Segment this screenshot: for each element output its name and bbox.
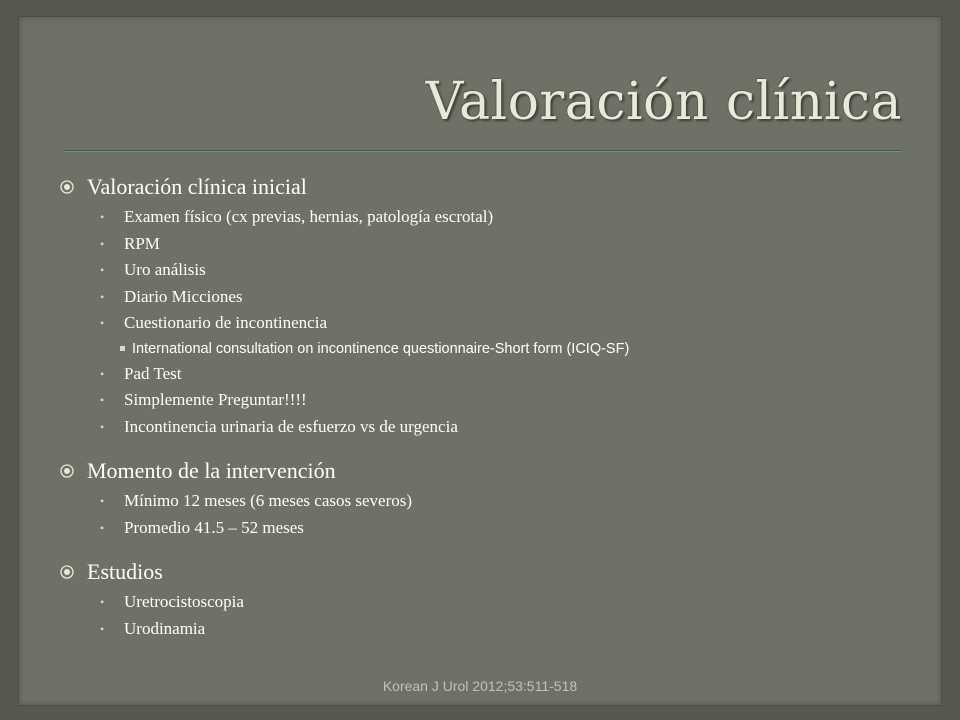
section-heading-row — [60, 454, 910, 488]
bullet-section — [60, 170, 910, 440]
bullet-item — [100, 488, 910, 515]
section-heading: Momento de la intervención — [87, 458, 336, 483]
bullet-section — [60, 555, 910, 642]
bullet-item — [100, 231, 910, 258]
section-heading-row — [60, 555, 910, 589]
bullet-dot-icon: • — [100, 263, 105, 277]
sub-bullet-list — [100, 337, 910, 361]
bullet-item — [100, 257, 910, 284]
bullet-item — [100, 589, 910, 616]
circle-target-icon — [60, 180, 74, 194]
bullet-text: Examen físico (cx previas, hernias, patología escrotal) — [124, 207, 494, 226]
bullet-text: Simplemente Preguntar!!!! — [124, 390, 307, 409]
bullet-dot-icon: • — [100, 494, 105, 508]
bullet-text: Incontinencia urinaria de esfuerzo vs de urgencia — [124, 416, 458, 436]
slide-title: Valoración clínica — [425, 72, 902, 132]
circle-target-icon — [60, 464, 74, 478]
square-bullet-icon — [120, 346, 125, 351]
bullet-text: Diario Micciones — [124, 286, 243, 306]
bullet-text: Uretrocistoscopia — [124, 592, 244, 611]
bullet-item — [100, 284, 910, 311]
bullet-dot-icon: • — [100, 210, 105, 224]
bullet-dot-icon: • — [100, 289, 105, 304]
bullet-dot-icon: • — [100, 595, 105, 609]
slide-content — [60, 170, 910, 656]
sub-bullet-text: International consultation on incontinence questionnaire-Short form (ICIQ-SF) — [132, 340, 630, 357]
bullet-text: Urodinamia — [124, 618, 206, 638]
bullet-dot-icon: • — [100, 621, 105, 636]
bullet-text: Uro análisis — [124, 260, 206, 279]
bullet-item — [100, 616, 910, 643]
bullet-dot-icon: • — [100, 366, 105, 381]
bullet-dot-icon: • — [100, 393, 105, 407]
bullet-dot-icon: • — [100, 520, 105, 535]
title-divider — [64, 150, 902, 151]
bullet-item — [100, 515, 910, 542]
bullet-text: Promedio 41.5 – 52 meses — [124, 517, 304, 537]
bullet-list — [60, 589, 910, 642]
bullet-item — [100, 204, 910, 231]
section-heading-row — [60, 170, 910, 204]
bullet-dot-icon: • — [100, 236, 105, 251]
section-heading: Valoración clínica inicial — [87, 174, 307, 199]
bullet-text: Pad Test — [124, 363, 182, 383]
bullet-item — [100, 361, 910, 388]
bullet-text: Mínimo 12 meses (6 meses casos severos) — [124, 491, 413, 510]
bullet-list — [60, 204, 910, 440]
circle-target-icon — [60, 565, 74, 579]
bullet-section — [60, 454, 910, 541]
section-heading: Estudios — [87, 559, 163, 584]
bullet-item — [100, 387, 910, 414]
bullet-dot-icon: • — [100, 419, 105, 434]
sub-bullet-item — [120, 337, 910, 361]
bullet-list — [60, 488, 910, 541]
bullet-item — [100, 310, 910, 337]
citation-footer: Korean J Urol 2012;53:511-518 — [382, 678, 578, 694]
bullet-text: RPM — [124, 233, 160, 253]
bullet-text: Cuestionario de incontinencia — [124, 313, 327, 332]
bullet-item — [100, 414, 910, 441]
bullet-dot-icon: • — [100, 316, 105, 330]
